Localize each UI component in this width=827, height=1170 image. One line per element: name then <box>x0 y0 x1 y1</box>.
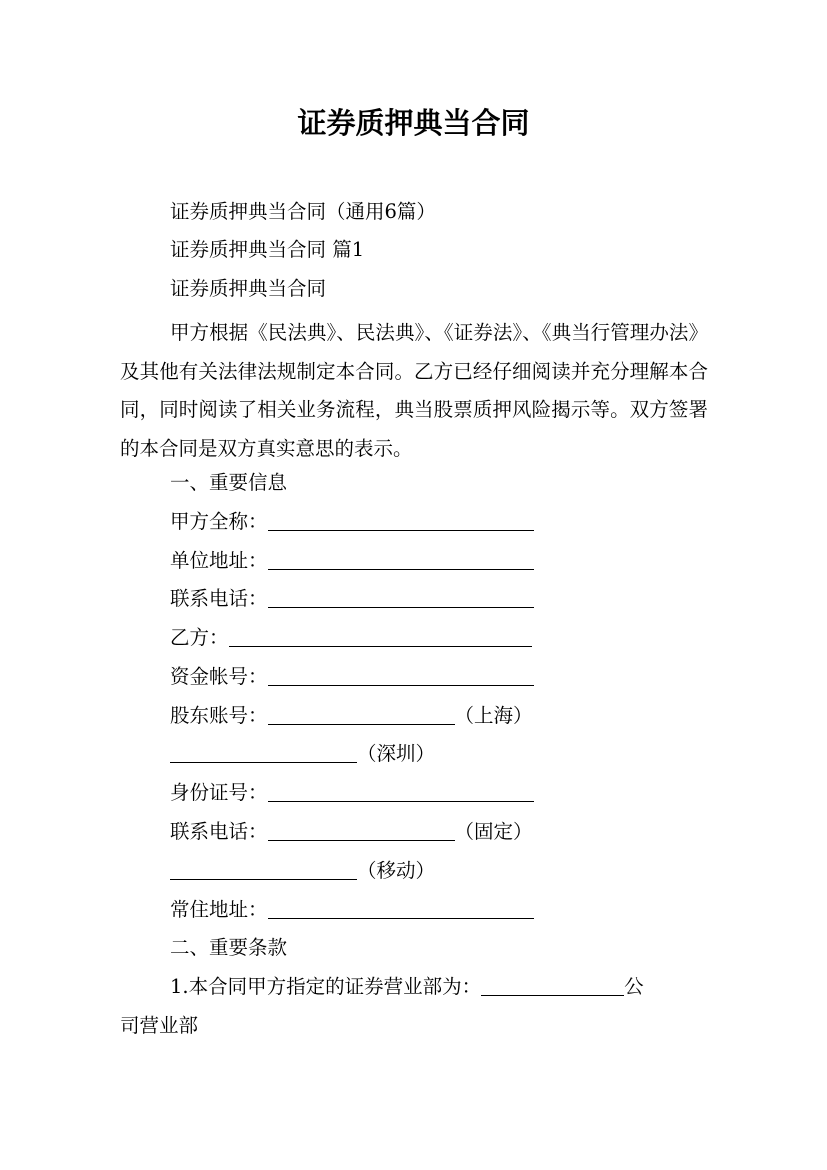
fund-account-label: 资金帐号： <box>170 665 268 688</box>
mobile-label: （移动） <box>357 859 436 882</box>
clause1-text: 1.本合同甲方指定的证券营业部为： <box>170 975 482 998</box>
shenzhen-label: （深圳） <box>357 742 436 765</box>
shanghai-label: （上海） <box>454 704 533 727</box>
clause1-suffix: 公 <box>624 975 644 998</box>
contact-phone-2-row <box>170 819 533 845</box>
id-number-blank[interactable] <box>268 782 534 802</box>
mobile-blank[interactable] <box>170 860 357 880</box>
contact-phone-2-label: 联系电话： <box>170 820 268 843</box>
shareholder-account-blank[interactable] <box>268 705 455 725</box>
fixed-label: （固定） <box>454 820 533 843</box>
section-heading: 证券质押典当合同 篇1 <box>170 238 365 261</box>
intro-paragraph: 甲方根据《民法典》、民法典》、《证券法》、《典当行管理办法》及其他有关法律法规制定本合同。乙方已经仔细阅读并充分理解本合同，同时阅读了相关业务流程，典当股票质押风险揭示等。双方签署的本合同是双方真实意思的表示。 <box>120 321 708 460</box>
clause1-continuation: 司营业部 <box>120 1014 199 1037</box>
id-number-label: 身份证号： <box>170 781 268 804</box>
contact-phone-blank[interactable] <box>268 588 534 608</box>
party-a-name-label: 甲方全称： <box>170 510 268 533</box>
party-a-name-blank[interactable] <box>268 511 534 531</box>
document-subtitle: 证券质押典当合同（通用6篇） <box>170 200 436 223</box>
document-title: 证券质押典当合同 <box>297 106 530 140</box>
fund-account-row <box>170 664 534 690</box>
mobile-row <box>170 858 435 884</box>
party-a-name-row <box>170 509 534 535</box>
clause1-row <box>170 974 644 1000</box>
part1-heading: 一、重要信息 <box>170 471 288 494</box>
unit-address-row <box>170 548 534 574</box>
shenzhen-blank[interactable] <box>170 743 357 763</box>
contact-phone-row <box>170 586 534 612</box>
residence-address-label: 常住地址： <box>170 898 268 921</box>
id-number-row <box>170 780 534 806</box>
unit-address-label: 单位地址： <box>170 549 268 572</box>
residence-address-row <box>170 897 534 923</box>
shenzhen-row <box>170 741 435 767</box>
fixed-phone-blank[interactable] <box>268 821 455 841</box>
unit-address-blank[interactable] <box>268 550 534 570</box>
residence-address-blank[interactable] <box>268 899 534 919</box>
shareholder-account-label: 股东账号： <box>170 704 268 727</box>
part2-heading: 二、重要条款 <box>170 936 288 959</box>
fund-account-blank[interactable] <box>268 666 534 686</box>
party-b-label: 乙方： <box>170 626 229 649</box>
contract-name: 证券质押典当合同 <box>170 277 327 300</box>
shareholder-account-row <box>170 703 533 729</box>
party-b-row <box>170 625 532 651</box>
contact-phone-label: 联系电话： <box>170 587 268 610</box>
securities-branch-blank[interactable] <box>481 976 624 996</box>
party-b-blank[interactable] <box>229 627 532 647</box>
